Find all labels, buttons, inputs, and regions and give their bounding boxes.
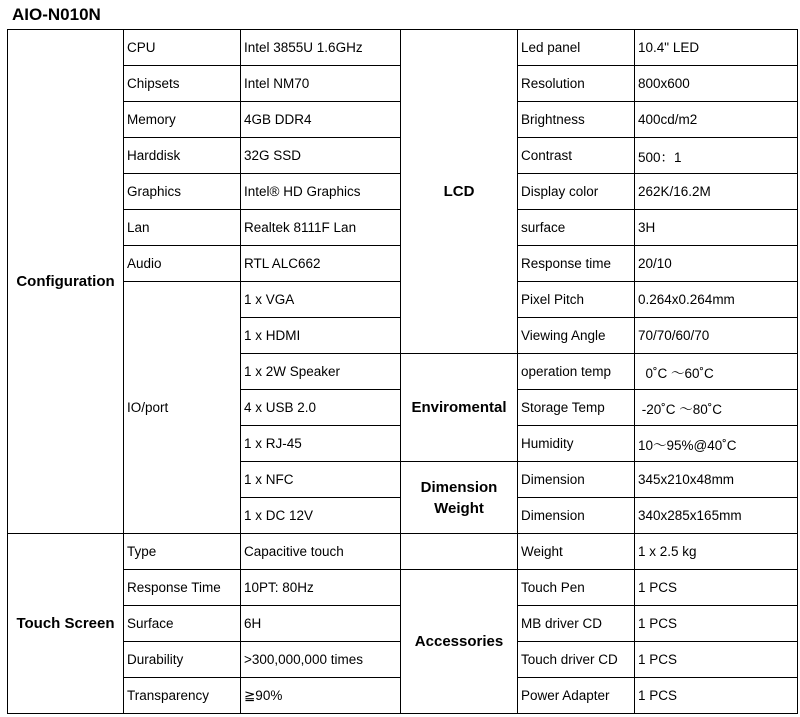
spec-value: 10PT: 80Hz <box>241 570 401 606</box>
spec-label: Display color <box>518 174 635 210</box>
spec-value: Intel® HD Graphics <box>241 174 401 210</box>
spec-value: 1 PCS <box>635 606 798 642</box>
spec-label: Audio <box>124 246 241 282</box>
group-touch-screen: Touch Screen <box>8 534 124 714</box>
spec-value: 4GB DDR4 <box>241 102 401 138</box>
spec-value: 70/70/60/70 <box>635 318 798 354</box>
spec-label: Weight <box>518 534 635 570</box>
spec-label: Type <box>124 534 241 570</box>
spec-value: 3H <box>635 210 798 246</box>
spec-label: Harddisk <box>124 138 241 174</box>
group-configuration: Configuration <box>8 30 124 534</box>
spec-label: Response time <box>518 246 635 282</box>
spec-value: 1 x HDMI <box>241 318 401 354</box>
spec-value: 1 PCS <box>635 678 798 714</box>
spec-label: MB driver CD <box>518 606 635 642</box>
spec-label: CPU <box>124 30 241 66</box>
spec-value: 32G SSD <box>241 138 401 174</box>
spec-value: 1 PCS <box>635 570 798 606</box>
spec-label: Response Time <box>124 570 241 606</box>
group-dimension-weight <box>401 462 518 534</box>
spec-value: >300,000,000 times <box>241 642 401 678</box>
spec-value: 1 PCS <box>635 642 798 678</box>
group-dimension-label: Dimension <box>420 478 498 496</box>
spec-label: Dimension <box>518 462 635 498</box>
spec-label: Pixel Pitch <box>518 282 635 318</box>
spec-value: Intel NM70 <box>241 66 401 102</box>
spec-table <box>7 29 798 714</box>
table-row <box>8 30 798 66</box>
spec-label: surface <box>518 210 635 246</box>
spec-label: Storage Temp <box>518 390 635 426</box>
spec-value: ≧90% <box>241 678 401 714</box>
page-title: AIO-N010N <box>12 5 101 24</box>
spec-label: Transparency <box>124 678 241 714</box>
spec-value: 10～95%@40˚C <box>635 426 798 462</box>
spec-value: Capacitive touch <box>241 534 401 570</box>
spec-label: Memory <box>124 102 241 138</box>
spec-value: -20˚C ～80˚C <box>635 390 798 426</box>
group-lcd: LCD <box>401 30 518 354</box>
spec-label: operation temp <box>518 354 635 390</box>
spec-value: 345x210x48mm <box>635 462 798 498</box>
spec-label: Humidity <box>518 426 635 462</box>
spec-value: 4 x USB 2.0 <box>241 390 401 426</box>
group-weight-label: Weight <box>434 499 484 517</box>
spec-label: Chipsets <box>124 66 241 102</box>
blank-cell <box>401 534 518 570</box>
spec-label: Lan <box>124 210 241 246</box>
spec-value: RTL ALC662 <box>241 246 401 282</box>
spec-label: Resolution <box>518 66 635 102</box>
spec-value: 0.264x0.264mm <box>635 282 798 318</box>
spec-value: 1 x DC 12V <box>241 498 401 534</box>
spec-label: Touch Pen <box>518 570 635 606</box>
group-accessories: Accessories <box>401 570 518 714</box>
spec-value: 340x285x165mm <box>635 498 798 534</box>
spec-label: Touch driver CD <box>518 642 635 678</box>
spec-label: Surface <box>124 606 241 642</box>
spec-value: 1 x RJ-45 <box>241 426 401 462</box>
spec-value: Intel 3855U 1.6GHz <box>241 30 401 66</box>
spec-value: 800x600 <box>635 66 798 102</box>
spec-value: 400cd/m2 <box>635 102 798 138</box>
spec-value: 10.4" LED <box>635 30 798 66</box>
spec-label: Led panel <box>518 30 635 66</box>
spec-value: 0˚C ～60˚C <box>635 354 798 390</box>
spec-value: Realtek 8111F Lan <box>241 210 401 246</box>
spec-value: 1 x 2W Speaker <box>241 354 401 390</box>
spec-label: Power Adapter <box>518 678 635 714</box>
group-enviromental: Enviromental <box>401 354 518 462</box>
spec-value: 1 x 2.5 kg <box>635 534 798 570</box>
spec-value: 1 x VGA <box>241 282 401 318</box>
spec-label: Contrast <box>518 138 635 174</box>
table-row <box>8 534 798 570</box>
io-port-label: IO/port <box>124 282 241 534</box>
spec-value: 500：1 <box>635 138 798 174</box>
spec-label: Viewing Angle <box>518 318 635 354</box>
spec-label: Durability <box>124 642 241 678</box>
spec-value: 262K/16.2M <box>635 174 798 210</box>
spec-label: Dimension <box>518 498 635 534</box>
spec-label: Graphics <box>124 174 241 210</box>
spec-value: 6H <box>241 606 401 642</box>
spec-value: 20/10 <box>635 246 798 282</box>
table-row <box>8 570 798 606</box>
spec-label: Brightness <box>518 102 635 138</box>
spec-value: 1 x NFC <box>241 462 401 498</box>
